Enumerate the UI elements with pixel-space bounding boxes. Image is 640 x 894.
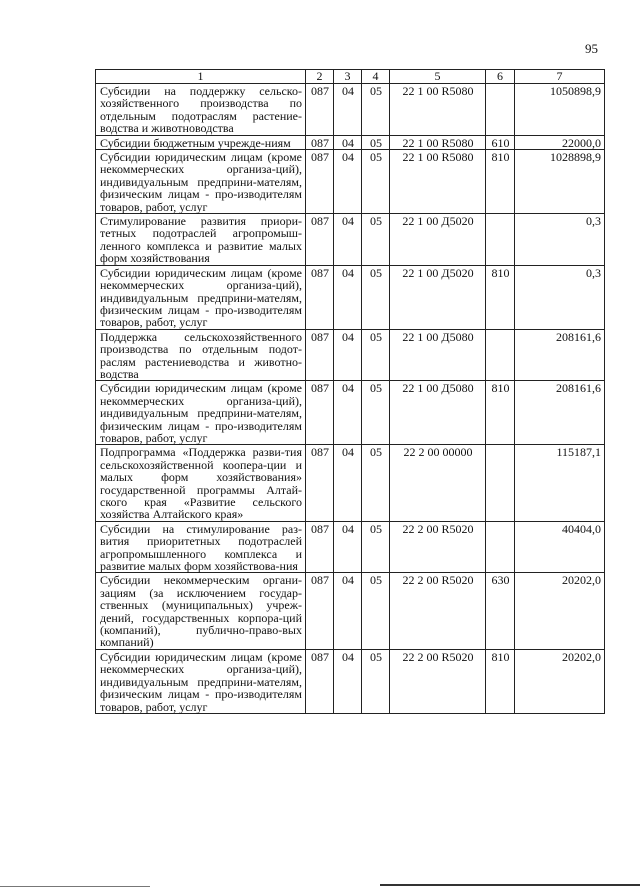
row-expense-type-cell: 630 xyxy=(486,573,515,649)
header-cell-5: 5 xyxy=(390,70,486,84)
bottom-rule-left xyxy=(0,886,150,887)
row-target-article-cell: 22 1 00 Д5020 xyxy=(390,265,486,329)
row-ministry-code-cell: 087 xyxy=(306,521,334,573)
row-expense-type-cell: 810 xyxy=(486,381,515,445)
row-target-article-cell: 22 2 00 00000 xyxy=(390,445,486,521)
row-ministry-code-cell: 087 xyxy=(306,265,334,329)
row-name-cell: Поддержка сельскохозяйственного производства по отдельным подот-раслям растениеводства и животно-водства xyxy=(96,329,306,381)
row-ministry-code-cell: 087 xyxy=(306,381,334,445)
row-section-cell: 04 xyxy=(334,573,362,649)
row-amount-cell: 0,3 xyxy=(515,265,605,329)
table-row xyxy=(96,135,605,149)
row-section-cell: 04 xyxy=(334,521,362,573)
row-subsection-cell: 05 xyxy=(362,265,390,329)
row-ministry-code-cell: 087 xyxy=(306,214,334,266)
row-name-cell: Субсидии бюджетным учрежде-ниям xyxy=(96,135,306,149)
row-ministry-code-cell: 087 xyxy=(306,573,334,649)
table-row xyxy=(96,329,605,381)
row-name-cell: Стимулирование развития приори-тетных подотраслей агропромыш-ленного комплекса и развитие малых форм хозяйствования xyxy=(96,214,306,266)
row-target-article-cell: 22 1 00 R5080 xyxy=(390,150,486,214)
row-section-cell: 04 xyxy=(334,381,362,445)
row-section-cell: 04 xyxy=(334,135,362,149)
row-expense-type-cell: 610 xyxy=(486,135,515,149)
header-row xyxy=(96,70,605,84)
table-row xyxy=(96,445,605,521)
row-section-cell: 04 xyxy=(334,265,362,329)
row-section-cell: 04 xyxy=(334,214,362,266)
row-subsection-cell: 05 xyxy=(362,445,390,521)
table-row xyxy=(96,649,605,713)
row-subsection-cell: 05 xyxy=(362,573,390,649)
row-name-cell: Субсидии юридическим лицам (кроме некоммерческих организа-ций), индивидуальным предприни-мателям, физическим лицам - про-изводителям товаров, работ, услуг xyxy=(96,381,306,445)
row-ministry-code-cell: 087 xyxy=(306,135,334,149)
row-subsection-cell: 05 xyxy=(362,329,390,381)
row-expense-type-cell xyxy=(486,521,515,573)
row-target-article-cell: 22 1 00 Д5080 xyxy=(390,329,486,381)
row-subsection-cell: 05 xyxy=(362,84,390,136)
row-name-cell: Субсидии юридическим лицам (кроме некоммерческих организа-ций), индивидуальным предприни-мателям, физическим лицам - про-изводителям товаров, работ, услуг xyxy=(96,265,306,329)
row-target-article-cell: 22 2 00 R5020 xyxy=(390,521,486,573)
row-name-cell: Субсидии на стимулирование раз-вития приоритетных подотраслей агропромышленного комплекса и развитие малых форм хозяйствова-ния xyxy=(96,521,306,573)
row-expense-type-cell xyxy=(486,214,515,266)
row-expense-type-cell xyxy=(486,84,515,136)
row-target-article-cell: 22 2 00 R5020 xyxy=(390,649,486,713)
row-subsection-cell: 05 xyxy=(362,150,390,214)
table-row xyxy=(96,573,605,649)
row-expense-type-cell: 810 xyxy=(486,265,515,329)
row-amount-cell: 0,3 xyxy=(515,214,605,266)
row-name-cell: Субсидии юридическим лицам (кроме некоммерческих организа-ций), индивидуальным предприни-мателям, физическим лицам - про-изводителям товаров, работ, услуг xyxy=(96,649,306,713)
table-row xyxy=(96,214,605,266)
budget-table xyxy=(95,69,605,714)
header-cell-2: 2 xyxy=(306,70,334,84)
row-amount-cell: 22000,0 xyxy=(515,135,605,149)
row-ministry-code-cell: 087 xyxy=(306,150,334,214)
row-expense-type-cell: 810 xyxy=(486,150,515,214)
row-section-cell: 04 xyxy=(334,150,362,214)
row-section-cell: 04 xyxy=(334,329,362,381)
table-row xyxy=(96,381,605,445)
row-target-article-cell: 22 1 00 R5080 xyxy=(390,135,486,149)
row-name-cell: Подпрограмма «Поддержка разви-тия сельскохозяйственной коопера-ции и малых форм хозяйствования» государственной программы Алтай-ского края «Развитие сельского хозяйства Алтайского края» xyxy=(96,445,306,521)
row-subsection-cell: 05 xyxy=(362,521,390,573)
header-cell-6: 6 xyxy=(486,70,515,84)
row-section-cell: 04 xyxy=(334,445,362,521)
row-ministry-code-cell: 087 xyxy=(306,329,334,381)
row-amount-cell: 208161,6 xyxy=(515,329,605,381)
row-target-article-cell: 22 1 00 Д5020 xyxy=(390,214,486,266)
row-expense-type-cell: 810 xyxy=(486,649,515,713)
row-subsection-cell: 05 xyxy=(362,381,390,445)
row-subsection-cell: 05 xyxy=(362,649,390,713)
row-expense-type-cell xyxy=(486,329,515,381)
row-name-cell: Субсидии некоммерческим органи-зациям (за исключением государ-ственных (муниципальных) учреж-дений, государственных корпора-ций (компаний), публично-право-вых компаний) xyxy=(96,573,306,649)
row-name-cell: Субсидии юридическим лицам (кроме некоммерческих организа-ций), индивидуальным предприни-мателям, физическим лицам - про-изводителям товаров, работ, услуг xyxy=(96,150,306,214)
header-cell-7: 7 xyxy=(515,70,605,84)
row-amount-cell: 1028898,9 xyxy=(515,150,605,214)
row-target-article-cell: 22 2 00 R5020 xyxy=(390,573,486,649)
row-subsection-cell: 05 xyxy=(362,135,390,149)
row-target-article-cell: 22 1 00 R5080 xyxy=(390,84,486,136)
row-ministry-code-cell: 087 xyxy=(306,445,334,521)
row-name-cell: Субсидии на поддержку сельско-хозяйственного производства по отдельным подотраслям растение-водства и животноводства xyxy=(96,84,306,136)
row-amount-cell: 1050898,9 xyxy=(515,84,605,136)
page-number: 95 xyxy=(585,41,598,56)
table-row xyxy=(96,521,605,573)
row-amount-cell: 20202,0 xyxy=(515,649,605,713)
header-cell-1: 1 xyxy=(96,70,306,84)
table-row xyxy=(96,265,605,329)
row-expense-type-cell xyxy=(486,445,515,521)
row-ministry-code-cell: 087 xyxy=(306,84,334,136)
header-cell-4: 4 xyxy=(362,70,390,84)
row-subsection-cell: 05 xyxy=(362,214,390,266)
row-section-cell: 04 xyxy=(334,84,362,136)
row-ministry-code-cell: 087 xyxy=(306,649,334,713)
row-amount-cell: 40404,0 xyxy=(515,521,605,573)
row-amount-cell: 208161,6 xyxy=(515,381,605,445)
bottom-rule xyxy=(380,884,640,886)
row-amount-cell: 115187,1 xyxy=(515,445,605,521)
row-section-cell: 04 xyxy=(334,649,362,713)
row-amount-cell: 20202,0 xyxy=(515,573,605,649)
table-row xyxy=(96,84,605,136)
row-target-article-cell: 22 1 00 Д5080 xyxy=(390,381,486,445)
header-cell-3: 3 xyxy=(334,70,362,84)
table-row xyxy=(96,150,605,214)
table-body xyxy=(96,84,605,714)
